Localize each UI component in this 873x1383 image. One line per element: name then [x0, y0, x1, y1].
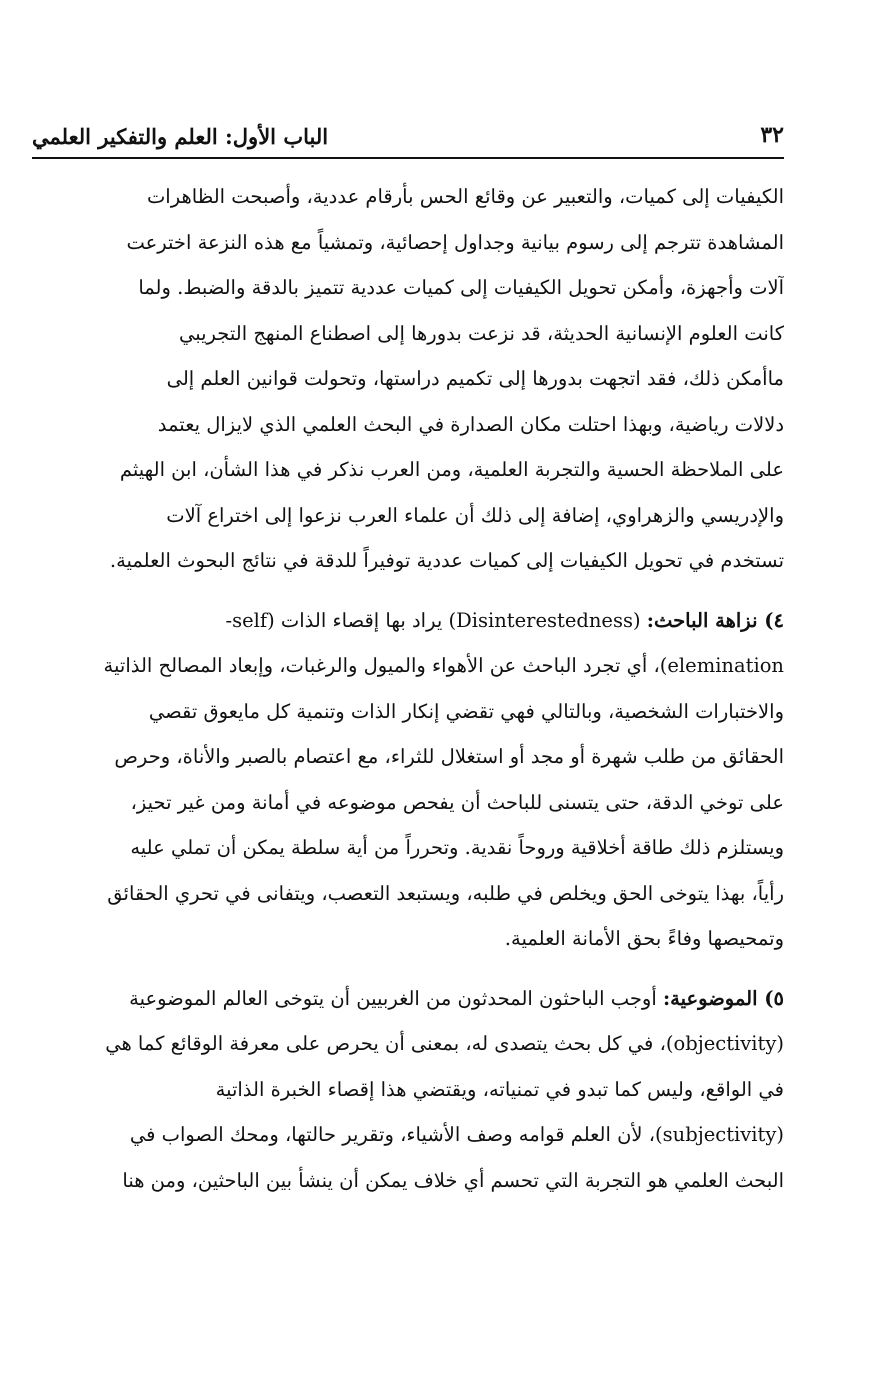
text-line: على توخي الدقة، حتى يتسنى للباحث أن يفحص موضوعه في أمانة ومن غير تحيز،: [130, 790, 784, 814]
text-line: الحقائق من طلب شهرة أو مجد أو استغلال للثراء، مع اعتصام بالصبر والأناة، وحرص: [114, 745, 784, 768]
text-line: (objectivity)، في كل بحث يتصدى له، بمعنى أن يحرص على معرفة الوقائع كما هي: [105, 1032, 784, 1055]
text-line: (subjectivity)، لأن العلم قوامه وصف الأشياء، وتقرير حالتها، ومحك الصواب في: [129, 1123, 784, 1146]
text-line: دلالات رياضية، وبهذا احتلت مكان الصدارة في البحث العلمي الذي لايزال يعتمد: [157, 412, 784, 436]
text-line: ماأمكن ذلك، فقد اتجهت بدورها إلى تكميم دراستها، وتحولت قوانين العلم إلى: [166, 367, 784, 390]
text-line: البحث العلمي هو التجربة التي تحسم أي خلاف يمكن أن ينشأ بين الباحثين، ومن هنا: [122, 1168, 784, 1192]
text-line: كانت العلوم الإنسانية الحديثة، قد نزعت بدورها إلى اصطناع المنهج التجريبي: [178, 321, 784, 345]
page-number: ٣٢: [760, 122, 784, 148]
section-heading-integrity: ٤) نزاهة الباحث:: [646, 608, 784, 632]
text-line: والاختبارات الشخصية، وبالتالي فهي تقضي إنكار الذات وتنمية كل مايعوق تقصي: [148, 699, 784, 723]
text-line: [42, 598, 784, 644]
chapter-title: الباب الأول: العلم والتفكير العلمي: [32, 124, 329, 149]
body-text: [42, 174, 784, 1203]
text-line-content: أوجب الباحثون المحدثون من الغربيين أن يتوخى العالم الموضوعية: [129, 986, 657, 1010]
text-line: تستخدم في تحويل الكيفيات إلى كميات عددية توفيراً للدقة في نتائج البحوث العلمية.: [109, 549, 784, 572]
text-line: المشاهدة تترجم إلى رسوم بيانية وجداول إحصائية، وتمشياً مع هذه النزعة اخترعت: [126, 230, 784, 254]
paragraph-gap: [42, 962, 784, 976]
text-line: ويستلزم ذلك طاقة أخلاقية وروحاً نقدية. وتحرراً من أية سلطة يمكن أن تملي عليه: [130, 836, 784, 859]
text-line: الكيفيات إلى كميات، والتعبير عن وقائع الحس بأرقام عددية، وأصبحت الظاهرات: [146, 185, 784, 208]
text-line-content: (Disinterestedness) يراد بها إقصاء الذات (self-: [225, 608, 641, 632]
text-line: آلات وأجهزة، وأمكن تحويل الكيفيات إلى كميات عددية تتميز بالدقة والضبط. ولما: [138, 276, 784, 299]
paragraph-3: [42, 976, 784, 1204]
paragraph-gap: [42, 584, 784, 598]
text-line: [42, 976, 784, 1022]
page-header: [32, 112, 784, 162]
text-line: والإدريسي والزهراوي، إضافة إلى ذلك أن علماء العرب نزعوا إلى اختراع آلات: [166, 503, 784, 527]
paragraph-2: [42, 598, 784, 962]
text-line: وتمحيصها وفاءً بحق الأمانة العلمية.: [504, 927, 784, 950]
text-line: في الواقع، وليس كما تبدو في تمنياته، ويقتضي هذا إقصاء الخبرة الذاتية: [215, 1077, 784, 1101]
text-line: على الملاحظة الحسية والتجربة العلمية، ومن العرب نذكر في هذا الشأن، ابن الهيثم: [119, 458, 784, 481]
section-heading-objectivity: ٥) الموضوعية:: [662, 986, 784, 1010]
paragraph-1: [42, 174, 784, 584]
text-line: elemination)، أي تجرد الباحث عن الأهواء والميول والرغبات، وإبعاد المصالح الذاتية: [103, 654, 784, 677]
header-divider: [32, 157, 784, 159]
text-line: رأياً، بهذا يتوخى الحق ويخلص في طلبه، ويستبعد التعصب، ويتفانى في تحري الحقائق: [107, 881, 784, 905]
